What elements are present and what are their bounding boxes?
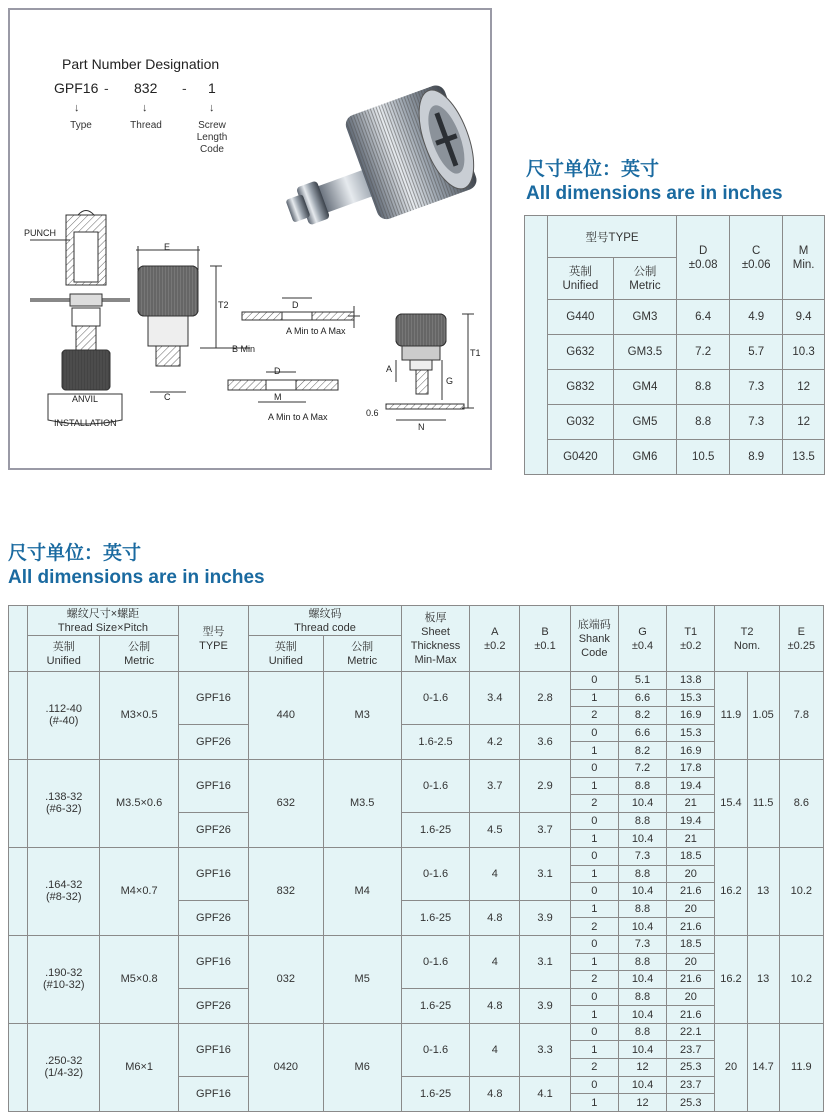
cell-unified: G440 (548, 300, 614, 335)
cell-b: 3.1 (520, 847, 570, 900)
cell-shank-code: 1 (570, 1094, 618, 1112)
cell-unified: .250-32 (1/4-32) (28, 1023, 100, 1111)
table-row (525, 335, 825, 370)
cell-g: 8.8 (618, 953, 666, 971)
cell-metric: M6×1 (100, 1023, 178, 1111)
header-thread-size: 螺纹尺寸×螺距 Thread Size×Pitch (28, 606, 179, 636)
cell-metric: M4×0.7 (100, 847, 178, 935)
cell-metric: M3.5×0.6 (100, 759, 178, 847)
cell-t1: 20 (667, 953, 715, 971)
cell-m: 13.5 (783, 440, 825, 475)
table-row (525, 440, 825, 475)
cell-t1: 15.3 (667, 724, 715, 742)
cell-type: GPF26 (178, 812, 248, 847)
cell-t2-secondary: 11.5 (747, 759, 779, 847)
cell-e: 10.2 (779, 847, 823, 935)
table-side-strip (9, 672, 28, 760)
product-photo (266, 80, 486, 250)
heading-units-en-2: All dimensions are in inches (8, 567, 265, 588)
cell-g: 10.4 (618, 918, 666, 936)
cell-a: 3.7 (470, 759, 520, 812)
cell-a: 3.4 (470, 672, 520, 725)
code-type: GPF16 (54, 80, 99, 96)
cell-shank-code: 0 (570, 847, 618, 865)
table-side-strip (9, 1023, 28, 1111)
label-a-min-a-max-bottom: A Min to A Max (268, 412, 328, 422)
cell-sheet-thickness: 1.6-25 (401, 812, 469, 847)
cell-shank-code: 1 (570, 777, 618, 795)
cell-g: 7.2 (618, 759, 666, 777)
cell-unified: G832 (548, 370, 614, 405)
table-row (9, 935, 824, 953)
cell-unified: .164-32 (#8-32) (28, 847, 100, 935)
cell-b: 3.9 (520, 988, 570, 1023)
cell-g: 10.4 (618, 971, 666, 989)
cell-code-unified: 440 (249, 672, 323, 760)
cell-sheet-thickness: 0-1.6 (401, 1023, 469, 1076)
cell-c: 5.7 (730, 335, 783, 370)
cell-shank-code: 0 (570, 724, 618, 742)
header-t1: T1 ±0.2 (667, 606, 715, 672)
cell-sheet-thickness: 0-1.6 (401, 847, 469, 900)
cell-d: 10.5 (677, 440, 730, 475)
cell-c: 4.9 (730, 300, 783, 335)
header-m: M Min. (783, 216, 825, 300)
table-side-strip (525, 216, 548, 475)
cell-g: 7.3 (618, 935, 666, 953)
header-c: C ±0.06 (730, 216, 783, 300)
part-number-title: Part Number Designation (62, 56, 220, 72)
cell-t1: 18.5 (667, 935, 715, 953)
cell-shank-code: 1 (570, 1006, 618, 1024)
cell-shank-code: 1 (570, 742, 618, 760)
table-row (525, 370, 825, 405)
cell-shank-code: 0 (570, 988, 618, 1006)
cell-e: 11.9 (779, 1023, 823, 1111)
cell-shank-code: 2 (570, 795, 618, 813)
cell-g: 10.4 (618, 795, 666, 813)
cell-code-metric: M5 (323, 935, 401, 1023)
arrow-down-icon: ↓ (209, 102, 215, 114)
label-dim-c: C (164, 392, 171, 402)
cell-a: 4.8 (470, 1076, 520, 1111)
code-dash-1: - (104, 80, 109, 96)
cell-type: GPF16 (178, 759, 248, 812)
code-length: 1 (208, 80, 216, 96)
label-a-min-a-max-top: A Min to A Max (286, 326, 346, 336)
header-code-metric: 公制 Metric (323, 636, 401, 672)
cell-g: 6.6 (618, 724, 666, 742)
code-thread: 832 (134, 80, 158, 96)
cell-shank-code: 2 (570, 918, 618, 936)
cell-sheet-thickness: 1.6-2.5 (401, 724, 469, 759)
header-shank-code: 底端码 Shank Code (570, 606, 618, 672)
cell-a: 4.8 (470, 988, 520, 1023)
label-screw-length-code: Screw Length Code (196, 120, 228, 155)
table-row (525, 405, 825, 440)
cell-t1: 22.1 (667, 1023, 715, 1041)
cell-t1: 25.3 (667, 1059, 715, 1077)
label-dim-m: M (274, 392, 282, 402)
cell-type: GPF16 (178, 1023, 248, 1076)
cell-c: 8.9 (730, 440, 783, 475)
cell-d: 8.8 (677, 405, 730, 440)
cell-t1: 23.7 (667, 1041, 715, 1059)
cell-b: 2.9 (520, 759, 570, 812)
cell-b: 4.1 (520, 1076, 570, 1111)
cell-t1: 16.9 (667, 742, 715, 760)
cell-type: GPF26 (178, 724, 248, 759)
cell-shank-code: 2 (570, 707, 618, 725)
cell-e: 8.6 (779, 759, 823, 847)
cell-g: 8.8 (618, 865, 666, 883)
cell-metric: GM4 (613, 370, 676, 405)
cell-unified: G632 (548, 335, 614, 370)
cell-unified: .190-32 (#10-32) (28, 935, 100, 1023)
code-dash-2: - (182, 80, 187, 96)
header-g: G ±0.4 (618, 606, 666, 672)
cell-metric: GM5 (613, 405, 676, 440)
cell-m: 9.4 (783, 300, 825, 335)
label-dim-b-min: B Min (232, 344, 256, 354)
cell-g: 8.8 (618, 900, 666, 918)
header-type: 型号 TYPE (178, 606, 248, 672)
cell-shank-code: 1 (570, 953, 618, 971)
cell-g: 10.4 (618, 883, 666, 901)
label-anvil: ANVIL (72, 394, 99, 404)
cell-e: 7.8 (779, 672, 823, 760)
cell-b: 3.3 (520, 1023, 570, 1076)
cell-t1: 25.3 (667, 1094, 715, 1112)
cell-unified: .112-40 (#-40) (28, 672, 100, 760)
table-side-strip (9, 606, 28, 672)
header-d: D ±0.08 (677, 216, 730, 300)
cell-b: 3.9 (520, 900, 570, 935)
cell-code-unified: 832 (249, 847, 323, 935)
header-type: 型号TYPE (548, 216, 677, 258)
cell-shank-code: 1 (570, 900, 618, 918)
dimension-drawing-hole (242, 298, 360, 328)
cell-unified: G0420 (548, 440, 614, 475)
label-dim-0-6: 0.6 (366, 408, 379, 418)
cell-t2-secondary: 1.05 (747, 672, 779, 760)
cell-shank-code: 1 (570, 1041, 618, 1059)
table-side-strip (9, 935, 28, 1023)
header-a: A ±0.2 (470, 606, 520, 672)
cell-d: 6.4 (677, 300, 730, 335)
cell-t1: 15.3 (667, 689, 715, 707)
cell-shank-code: 1 (570, 865, 618, 883)
table-row (9, 672, 824, 690)
cell-g: 10.4 (618, 1076, 666, 1094)
cell-sheet-thickness: 1.6-25 (401, 988, 469, 1023)
cell-sheet-thickness: 0-1.6 (401, 759, 469, 812)
cell-g: 8.8 (618, 1023, 666, 1041)
label-dim-t1: T1 (470, 348, 481, 358)
cell-shank-code: 0 (570, 812, 618, 830)
cell-code-unified: 0420 (249, 1023, 323, 1111)
cell-b: 3.6 (520, 724, 570, 759)
cell-sheet-thickness: 1.6-25 (401, 900, 469, 935)
cell-g: 10.4 (618, 830, 666, 848)
table-row (9, 847, 824, 865)
label-punch: PUNCH (24, 228, 57, 238)
header-metric: 公制 Metric (613, 258, 676, 300)
label-dim-e: E (164, 242, 171, 252)
cell-unified: G032 (548, 405, 614, 440)
cell-t2: 20 (715, 1023, 747, 1111)
cell-t1: 17.8 (667, 759, 715, 777)
cell-metric: GM3 (613, 300, 676, 335)
table-row (525, 300, 825, 335)
label-dim-n: N (418, 422, 425, 432)
cell-t1: 21 (667, 830, 715, 848)
cell-code-metric: M3 (323, 672, 401, 760)
specification-table (8, 605, 824, 1112)
cell-g: 8.2 (618, 707, 666, 725)
cell-unified: .138-32 (#6-32) (28, 759, 100, 847)
dimension-drawing-mount (228, 372, 338, 402)
cell-code-metric: M4 (323, 847, 401, 935)
arrow-down-icon: ↓ (142, 102, 148, 114)
cell-shank-code: 1 (570, 689, 618, 707)
cell-a: 4.2 (470, 724, 520, 759)
cell-t1: 20 (667, 988, 715, 1006)
label-type: Type (70, 120, 92, 131)
header-thread-code: 螺纹码 Thread code (249, 606, 402, 636)
cell-t2-secondary: 13 (747, 847, 779, 935)
product-figure-panel (8, 8, 492, 470)
cell-t1: 21.6 (667, 918, 715, 936)
cell-t1: 16.9 (667, 707, 715, 725)
label-thread: Thread (130, 120, 162, 131)
cell-g: 6.6 (618, 689, 666, 707)
label-dim-d-bottom: D (274, 366, 281, 376)
cell-code-unified: 032 (249, 935, 323, 1023)
cell-shank-code: 0 (570, 883, 618, 901)
dimension-drawing-center (136, 246, 250, 392)
cell-code-unified: 632 (249, 759, 323, 847)
cell-t2: 16.2 (715, 847, 747, 935)
cell-a: 4.5 (470, 812, 520, 847)
cell-t1: 13.8 (667, 672, 715, 690)
cell-b: 3.1 (520, 935, 570, 988)
cell-d: 8.8 (677, 370, 730, 405)
cell-sheet-thickness: 0-1.6 (401, 935, 469, 988)
header-e: E ±0.25 (779, 606, 823, 672)
cell-type: GPF26 (178, 900, 248, 935)
cell-type: GPF16 (178, 672, 248, 725)
header-unified: 英制 Unified (548, 258, 614, 300)
label-dim-d-top: D (292, 300, 299, 310)
heading-units-en: All dimensions are in inches (526, 183, 783, 204)
cell-g: 8.8 (618, 812, 666, 830)
cell-g: 8.8 (618, 988, 666, 1006)
table-row (9, 1023, 824, 1041)
label-installation: INSTALLATION (54, 418, 117, 428)
cell-m: 12 (783, 370, 825, 405)
label-dim-t2: T2 (218, 300, 229, 310)
cell-t1: 21.6 (667, 971, 715, 989)
cell-d: 7.2 (677, 335, 730, 370)
cell-shank-code: 0 (570, 1076, 618, 1094)
cell-shank-code: 2 (570, 971, 618, 989)
cell-g: 10.4 (618, 1006, 666, 1024)
cell-t2: 15.4 (715, 759, 747, 847)
cell-g: 12 (618, 1094, 666, 1112)
cell-shank-code: 0 (570, 935, 618, 953)
header-code-unified: 英制 Unified (249, 636, 323, 672)
table-row (9, 759, 824, 777)
header-sheet-thickness: 板厚 Sheet Thickness Min-Max (401, 606, 469, 672)
header-metric: 公制 Metric (100, 636, 178, 672)
cell-t1: 20 (667, 900, 715, 918)
cell-shank-code: 0 (570, 1023, 618, 1041)
cell-b: 2.8 (520, 672, 570, 725)
installation-drawing (30, 211, 130, 425)
cell-shank-code: 1 (570, 830, 618, 848)
cell-c: 7.3 (730, 405, 783, 440)
cell-metric: GM6 (613, 440, 676, 475)
cell-type: GPF16 (178, 847, 248, 900)
cell-shank-code: 0 (570, 672, 618, 690)
cell-code-metric: M3.5 (323, 759, 401, 847)
cell-g: 7.3 (618, 847, 666, 865)
cell-a: 4 (470, 935, 520, 988)
cell-t1: 21.6 (667, 1006, 715, 1024)
cell-type: GPF16 (178, 1076, 248, 1111)
cell-t1: 20 (667, 865, 715, 883)
cell-t1: 19.4 (667, 777, 715, 795)
cell-m: 10.3 (783, 335, 825, 370)
cell-a: 4.8 (470, 900, 520, 935)
header-t2: T2 Nom. (715, 606, 779, 672)
cell-g: 8.8 (618, 777, 666, 795)
cell-t2-secondary: 14.7 (747, 1023, 779, 1111)
cell-m: 12 (783, 405, 825, 440)
cell-metric: M5×0.8 (100, 935, 178, 1023)
cell-g: 5.1 (618, 672, 666, 690)
cell-shank-code: 0 (570, 759, 618, 777)
cell-t2-secondary: 13 (747, 935, 779, 1023)
cell-e: 10.2 (779, 935, 823, 1023)
cell-t1: 23.7 (667, 1076, 715, 1094)
label-dim-g: G (446, 376, 454, 386)
cell-b: 3.7 (520, 812, 570, 847)
header-b: B ±0.1 (520, 606, 570, 672)
cell-type: GPF26 (178, 988, 248, 1023)
dimension-table-small (524, 215, 825, 475)
cell-c: 7.3 (730, 370, 783, 405)
cell-code-metric: M6 (323, 1023, 401, 1111)
cell-a: 4 (470, 1023, 520, 1076)
cell-t1: 21.6 (667, 883, 715, 901)
header-unified: 英制 Unified (28, 636, 100, 672)
cell-g: 8.2 (618, 742, 666, 760)
cell-shank-code: 2 (570, 1059, 618, 1077)
cell-t1: 21 (667, 795, 715, 813)
cell-metric: M3×0.5 (100, 672, 178, 760)
heading-units-cn-2: 尺寸单位：英寸 (8, 543, 142, 564)
dimension-drawing-right (386, 314, 474, 420)
table-side-strip (9, 759, 28, 847)
cell-t2: 11.9 (715, 672, 747, 760)
cell-t1: 18.5 (667, 847, 715, 865)
cell-sheet-thickness: 1.6-25 (401, 1076, 469, 1111)
cell-sheet-thickness: 0-1.6 (401, 672, 469, 725)
cell-a: 4 (470, 847, 520, 900)
table-side-strip (9, 847, 28, 935)
cell-t2: 16.2 (715, 935, 747, 1023)
heading-units-cn: 尺寸单位：英寸 (526, 159, 660, 180)
label-dim-a: A (386, 364, 393, 374)
cell-t1: 19.4 (667, 812, 715, 830)
cell-g: 12 (618, 1059, 666, 1077)
cell-g: 10.4 (618, 1041, 666, 1059)
cell-type: GPF16 (178, 935, 248, 988)
cell-metric: GM3.5 (613, 335, 676, 370)
arrow-down-icon: ↓ (74, 102, 80, 114)
